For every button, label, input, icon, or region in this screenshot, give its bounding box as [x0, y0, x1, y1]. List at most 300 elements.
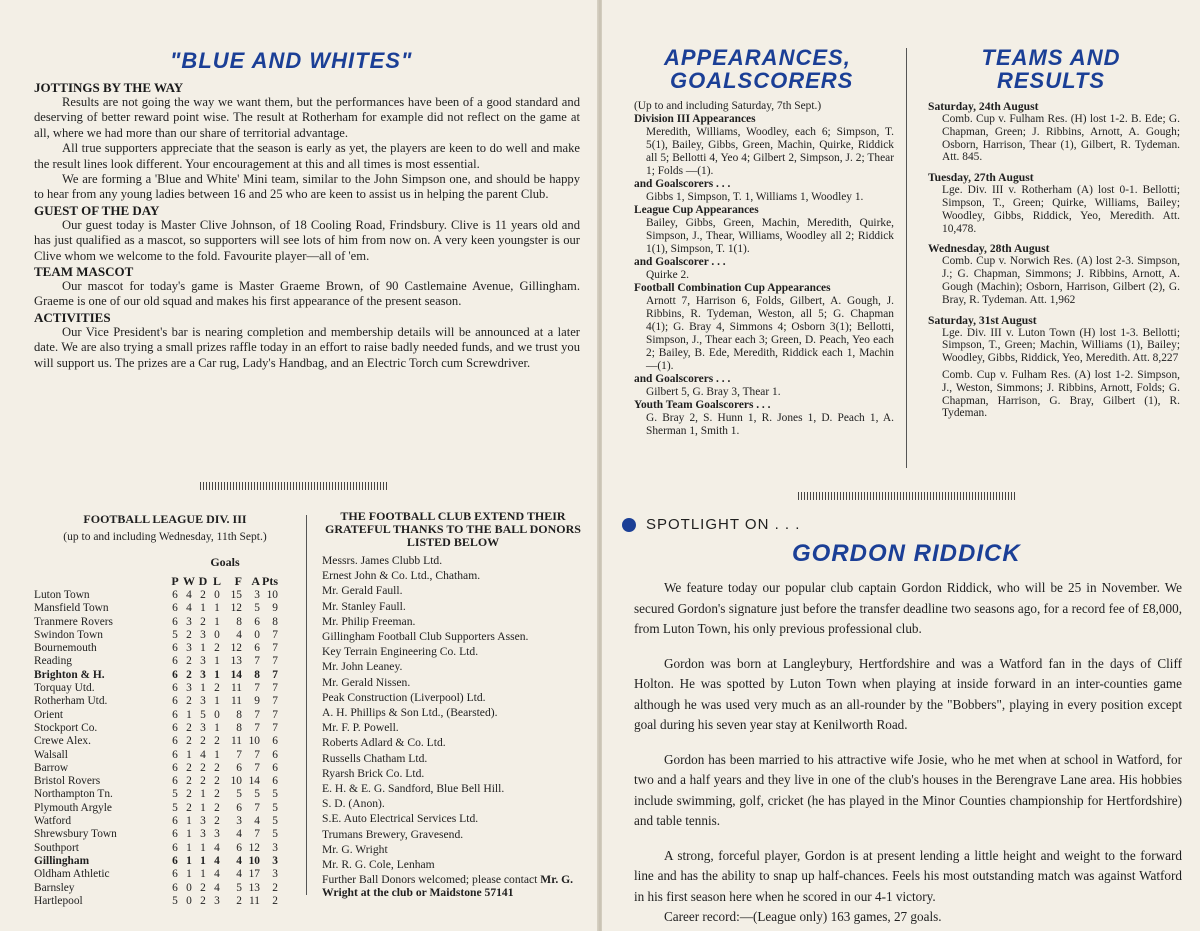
table-cell: 1 — [214, 602, 220, 615]
table-row — [34, 669, 296, 682]
table-cell: 6 — [172, 735, 178, 748]
table-cell: 14 — [230, 668, 242, 681]
table-cell: 6 — [272, 748, 278, 761]
result-text: Lge. Div. III v. Rotherham (A) lost 0-1. Bellotti; Simpson, T., Green; Quirke, Williams, Bailey; Woodley, Gibbs, Riddick, Yeo, Meredith. Att. 10,478. — [942, 184, 1180, 235]
table-cell: 13 — [230, 655, 242, 668]
team-name: Bristol Rovers — [34, 775, 101, 788]
table-row — [34, 695, 296, 708]
col-header: A — [251, 574, 260, 588]
col-header: Pts — [262, 574, 278, 588]
team-name: Southport — [34, 841, 79, 854]
table-cell: 1 — [200, 854, 206, 867]
table-cell: 2 — [214, 788, 220, 801]
team-name: Bournemouth — [34, 642, 97, 655]
table-row — [34, 682, 296, 695]
table-cell: 2 — [200, 775, 206, 788]
team-name: Barnsley — [34, 881, 75, 894]
table-row — [34, 629, 296, 642]
donor-item: S.E. Auto Electrical Services Ltd. — [322, 812, 479, 826]
table-cell: 7 — [254, 801, 260, 814]
table-cell: 4 — [200, 748, 206, 761]
donor-item: Russells Chatham Ltd. — [322, 751, 428, 765]
table-cell: 17 — [248, 868, 260, 881]
table-cell: 6 — [172, 761, 178, 774]
section-heading: GUEST OF THE DAY — [34, 202, 160, 218]
donor-item: Trumans Brewery, Gravesend. — [322, 827, 464, 841]
table-cell: 7 — [272, 682, 278, 695]
team-name: Gillingham — [34, 854, 90, 867]
table-row — [34, 882, 296, 895]
appearances-title — [664, 46, 853, 92]
table-cell: 6 — [172, 828, 178, 841]
result-date: Saturday, 24th August — [928, 100, 1039, 113]
spotlight-player-name: GORDON RIDDICK — [792, 540, 1021, 567]
appearances-text: G. Bray 2, S. Hunn 1, R. Jones 1, D. Peach 1, A. Sherman 1, Smith 1. — [646, 412, 894, 437]
table-row — [34, 642, 296, 655]
table-cell: 2 — [200, 881, 206, 894]
table-cell: 2 — [236, 894, 242, 907]
table-cell: 6 — [172, 655, 178, 668]
table-cell: 4 — [214, 881, 220, 894]
table-cell: 2 — [200, 589, 206, 601]
table-cell: 7 — [272, 642, 278, 655]
table-cell: 3 — [236, 815, 242, 828]
table-cell: 2 — [186, 775, 192, 788]
table-cell: 3 — [200, 628, 206, 641]
table-cell: 2 — [186, 801, 192, 814]
donor-item: Peak Construction (Liverpool) Ltd. — [322, 690, 486, 704]
table-cell: 2 — [186, 628, 192, 641]
donors-footer-contact: Mr. G. Wright at the club or Maidstone 57141 — [322, 873, 574, 900]
paragraph: We are forming a 'Blue and White' Mini team, similar to the John Simpson one, and should be happy to hear from any young ladies between 16 and 25 who are keen to assist us in helping the parent Club. — [34, 172, 580, 202]
table-cell: 4 — [214, 868, 220, 881]
table-cell: 4 — [236, 868, 242, 881]
table-cell: 14 — [248, 775, 260, 788]
table-cell: 5 — [272, 828, 278, 841]
table-cell: 6 — [172, 602, 178, 615]
team-name: Stockport Co. — [34, 721, 98, 734]
table-cell: 11 — [231, 682, 242, 695]
ball-donors — [322, 510, 584, 899]
table-cell: 2 — [200, 761, 206, 774]
table-cell: 13 — [248, 881, 260, 894]
table-cell: 6 — [272, 735, 278, 748]
appearances-title-line: APPEARANCES, — [664, 45, 851, 70]
table-cell: 11 — [231, 735, 242, 748]
table-cell: 2 — [214, 775, 220, 788]
left-page — [0, 0, 598, 931]
table-cell: 1 — [186, 868, 192, 881]
table-cell: 3 — [200, 695, 206, 708]
table-cell: 6 — [172, 881, 178, 894]
table-cell: 10 — [266, 589, 278, 601]
table-cell: 8 — [254, 668, 260, 681]
paragraph: Our Vice President's bar is nearing completion and membership details will be announced at a later date. We are also trying a small prizes raffle today in an effort to raise badly needed funds, and we trust you will support us. The prizes are a Car rug, Lady's Handbag, and an Electric Torch cum Screwdriver. — [34, 324, 580, 370]
table-cell: 6 — [172, 642, 178, 655]
donor-item: Ernest John & Co. Ltd., Chatham. — [322, 569, 481, 583]
table-cell: 5 — [172, 801, 178, 814]
table-cell: 1 — [186, 815, 192, 828]
table-cell: 6 — [172, 868, 178, 881]
table-cell: 12 — [248, 841, 260, 854]
team-name: Orient — [34, 708, 64, 721]
team-name: Shrewsbury Town — [34, 828, 117, 841]
donor-item: Mr. Stanley Faull. — [322, 599, 406, 613]
table-cell: 8 — [236, 615, 242, 628]
donors-heading: THE FOOTBALL CLUB EXTEND THEIR GRATEFUL THANKS TO THE BALL DONORS LISTED BELOW — [325, 509, 581, 549]
table-cell: 11 — [231, 695, 242, 708]
table-cell: 2 — [186, 655, 192, 668]
table-cell: 0 — [186, 894, 192, 907]
table-row — [34, 855, 296, 868]
paragraph: A strong, forceful player, Gordon is at present lending a little height and weight to the forward line and has the ability to snap up half-chances. Feels his most outstanding match was against Watford in his first season here when he scored in our 4-1 victory. — [634, 847, 1182, 904]
appearances-title-line: GOALSCORERS — [670, 68, 854, 93]
table-cell: 5 — [236, 881, 242, 894]
table-cell: 4 — [214, 841, 220, 854]
donor-item: Gillingham Football Club Supporters Assen. — [322, 630, 529, 644]
donors-list — [322, 553, 584, 872]
table-cell: 2 — [186, 761, 192, 774]
table-cell: 1 — [214, 695, 220, 708]
table-cell: 4 — [186, 589, 192, 601]
table-cell: 2 — [186, 788, 192, 801]
team-name: Mansfield Town — [34, 602, 109, 615]
appearances-text: Gibbs 1, Simpson, T. 1, Williams 1, Woodley 1. — [646, 191, 864, 203]
team-name: Northampton Tn. — [34, 788, 113, 801]
table-cell: 1 — [186, 748, 192, 761]
league-table-subtitle: (up to and including Wednesday, 11th Sept.) — [63, 531, 267, 543]
paragraph: Our mascot for today's game is Master Graeme Brown, of 90 Castlemaine Avenue, Gillingham. Graeme is one of our old squad and makes his first appearance of the present season. — [34, 279, 580, 309]
table-cell: 2 — [186, 695, 192, 708]
table-cell: 7 — [272, 628, 278, 641]
table-row — [34, 868, 296, 881]
table-row — [34, 775, 296, 788]
table-cell: 3 — [200, 668, 206, 681]
table-cell: 12 — [230, 602, 242, 615]
table-cell: 4 — [236, 828, 242, 841]
paragraph: Results are not going the way we want them, but the performances have been of a good standard and deserving of better reward point wise. The result at Rotherham for example did not reflect on the game at all, where we had more than our share of territorial advantage. — [34, 95, 580, 140]
table-cell: 5 — [200, 708, 206, 721]
team-name: Watford — [34, 815, 72, 828]
table-cell: 2 — [200, 894, 206, 907]
table-cell: 6 — [254, 615, 260, 628]
table-cell: 3 — [272, 854, 278, 867]
appearances-heading: and Goalscorer . . . — [634, 256, 726, 268]
table-cell: 4 — [236, 628, 242, 641]
table-cell: 7 — [254, 748, 260, 761]
table-cell: 1 — [200, 801, 206, 814]
table-cell: 4 — [214, 854, 220, 867]
appearances-heading: Division III Appearances — [634, 113, 756, 125]
table-cell: 6 — [254, 642, 260, 655]
table-row — [34, 616, 296, 629]
table-cell: 6 — [172, 668, 178, 681]
team-name: Swindon Town — [34, 628, 103, 641]
table-cell: 0 — [214, 708, 220, 721]
table-row — [34, 762, 296, 775]
league-table-header — [34, 574, 296, 589]
table-row — [34, 709, 296, 722]
table-cell: 5 — [172, 894, 178, 907]
table-cell: 6 — [236, 801, 242, 814]
table-cell: 1 — [214, 748, 220, 761]
table-cell: 3 — [186, 615, 192, 628]
appearances-blocks — [634, 113, 894, 438]
table-cell: 6 — [172, 708, 178, 721]
table-row — [34, 788, 296, 801]
table-row — [34, 815, 296, 828]
section-heading: TEAM MASCOT — [34, 264, 134, 280]
spotlight-body — [634, 578, 1182, 931]
column-rule — [306, 515, 307, 895]
table-cell: 2 — [272, 894, 278, 907]
paragraph: All true supporters appreciate that the season is early as yet, the players are keen to do well and make the result lines look different. Your encouragement at this and all times is most essential. — [34, 141, 580, 171]
table-cell: 0 — [254, 628, 260, 641]
table-cell: 10 — [230, 775, 242, 788]
table-cell: 7 — [272, 708, 278, 721]
col-header: L — [212, 574, 221, 588]
team-name: Tranmere Rovers — [34, 615, 113, 628]
table-cell: 2 — [214, 815, 220, 828]
table-cell: 3 — [214, 894, 220, 907]
table-cell: 6 — [172, 775, 178, 788]
table-cell: 2 — [186, 668, 192, 681]
table-cell: 6 — [236, 761, 242, 774]
table-cell: 2 — [200, 615, 206, 628]
appearances-text: Gilbert 5, G. Bray 3, Thear 1. — [646, 386, 781, 398]
league-table-title: FOOTBALL LEAGUE DIV. III — [83, 512, 247, 526]
paragraph: Our guest today is Master Clive Johnson, of 18 Cooling Road, Frindsbury. Clive is 11 years old and has just qualified as a mascot, so supporters will see lots of him from now on. A very keen youngster is our Clive whom we welcome to the fold. Favourite player—all of 'em. — [34, 217, 580, 263]
table-cell: 4 — [236, 854, 242, 867]
table-cell: 3 — [200, 721, 206, 734]
table-cell: 7 — [272, 655, 278, 668]
table-cell: 4 — [254, 815, 260, 828]
donor-item: Mr. Philip Freeman. — [322, 614, 416, 628]
table-cell: 8 — [236, 721, 242, 734]
table-cell: 5 — [272, 801, 278, 814]
jottings-column — [34, 80, 580, 371]
table-cell: 9 — [272, 602, 278, 615]
donor-item: Mr. Gerald Faull. — [322, 584, 403, 598]
table-cell: 10 — [248, 854, 260, 867]
table-row — [34, 722, 296, 735]
table-cell: 2 — [214, 801, 220, 814]
table-cell: 0 — [214, 589, 220, 601]
table-cell: 6 — [172, 695, 178, 708]
table-row — [34, 802, 296, 815]
table-cell: 3 — [186, 682, 192, 695]
table-cell: 1 — [200, 788, 206, 801]
table-cell: 6 — [172, 682, 178, 695]
table-row — [34, 655, 296, 668]
table-cell: 7 — [254, 828, 260, 841]
table-cell: 1 — [200, 642, 206, 655]
table-row — [34, 828, 296, 841]
table-row — [34, 589, 296, 602]
table-cell: 5 — [236, 788, 242, 801]
appearances-text: Meredith, Williams, Woodley, each 6; Simpson, T. 5(1), Bailey, Gibbs, Green, Machin, Quirke, Riddick all 5; Bellotti 4, Yeo 4; Gilbert 2, Simpson, J. 2; Thear 1; Folds —(1). — [646, 126, 894, 177]
table-cell: 3 — [254, 589, 260, 601]
section-heading: ACTIVITIES — [34, 309, 111, 325]
teams-title-line: RESULTS — [996, 68, 1106, 93]
table-cell: 6 — [272, 761, 278, 774]
appearances-heading: and Goalscorers . . . — [634, 373, 731, 385]
table-cell: 5 — [272, 788, 278, 801]
donors-footer — [322, 873, 584, 899]
team-name: Walsall — [34, 748, 68, 761]
table-cell: 5 — [254, 788, 260, 801]
donor-item: Messrs. James Clubb Ltd. — [322, 554, 443, 567]
appearances-heading: Football Combination Cup Appearances — [634, 282, 831, 294]
table-cell: 1 — [186, 708, 192, 721]
table-row — [34, 602, 296, 615]
paragraph: Gordon was born at Langleybury, Hertfordshire and was a Watford fan in the days of Cliff Holton. He was spotted by Luton Town when playing at inside forward in an inter-counties game although he was used very much as an all-rounder by the "Bobbers", playing in every position except goal during his seven year stay at Kenilworth Road. — [634, 655, 1182, 732]
donor-item: S. D. (Anon). — [322, 797, 385, 811]
table-cell: 2 — [214, 735, 220, 748]
table-cell: 7 — [272, 695, 278, 708]
result-text: Comb. Cup v. Fulham Res. (H) lost 1-2. B. Ede; G. Chapman, Green; J. Ribbins, Arnott, A. Gough; Osborn, Harrison, Thear (1), Gilbert, R. Tydeman. Att. 845. — [942, 113, 1180, 164]
teams-results-title — [976, 46, 1126, 92]
table-cell: 2 — [272, 881, 278, 894]
table-cell: 1 — [214, 668, 220, 681]
table-row — [34, 735, 296, 748]
ornamental-divider — [200, 482, 388, 490]
result-date: Saturday, 31st August — [928, 313, 1037, 327]
appearances-text: Quirke 2. — [646, 269, 690, 281]
table-cell: 6 — [172, 615, 178, 628]
table-cell: 6 — [172, 589, 178, 601]
table-cell: 1 — [186, 828, 192, 841]
table-cell: 1 — [186, 841, 192, 854]
table-cell: 6 — [172, 854, 178, 867]
table-cell: 7 — [254, 655, 260, 668]
table-cell: 2 — [214, 642, 220, 655]
table-cell: 3 — [200, 655, 206, 668]
table-cell: 5 — [254, 602, 260, 615]
team-name: Brighton & H. — [34, 668, 105, 681]
col-header: W — [183, 574, 195, 588]
table-cell: 2 — [200, 735, 206, 748]
paragraph: Gordon has been married to his attractive wife Josie, who he met when at school in Watford, for two and a half years and they live in one of the club's houses in the Berengrave Lane area. His hobbies include swimming, golf, cricket (he has played in the Minor Counties championship for Hertfordshire) and table tennis. — [634, 751, 1182, 828]
team-name: Luton Town — [34, 589, 90, 601]
result-date: Tuesday, 27th August — [928, 171, 1034, 185]
appearances-intro: (Up to and including Saturday, 7th Sept.) — [634, 100, 822, 112]
team-name: Crewe Alex. — [34, 735, 91, 748]
table-cell: 5 — [172, 788, 178, 801]
table-cell: 7 — [254, 721, 260, 734]
donor-item: Roberts Adlard & Co. Ltd. — [322, 736, 446, 750]
table-cell: 7 — [254, 708, 260, 721]
table-cell: 1 — [186, 854, 192, 867]
right-page — [602, 0, 1200, 931]
appearances-heading: Youth Team Goalscorers . . . — [634, 399, 771, 411]
table-cell: 6 — [172, 721, 178, 734]
table-cell: 1 — [214, 655, 220, 668]
paragraph: We feature today our popular club captain Gordon Riddick, who will be 25 in November. We secured Gordon's signature just before the transfer deadline two seasons ago, for a record fee of £8,000, from Luton Town, his only previous professional club. — [634, 580, 1182, 636]
table-cell: 2 — [214, 682, 220, 695]
table-cell: 7 — [236, 748, 242, 761]
table-row — [34, 895, 296, 908]
table-cell: 3 — [272, 841, 278, 854]
donors-footer-text: Further Ball Donors welcomed; please contact — [322, 873, 538, 887]
team-name: Rotherham Utd. — [34, 695, 108, 708]
spotlight-label-text: SPOTLIGHT ON . . . — [646, 516, 801, 533]
table-cell: 1 — [200, 682, 206, 695]
table-cell: 3 — [200, 815, 206, 828]
table-cell: 2 — [186, 721, 192, 734]
donor-item: E. H. & E. G. Sandford, Blue Bell Hill. — [322, 782, 505, 796]
table-cell: 3 — [186, 642, 192, 655]
teams-title-line: TEAMS AND — [981, 45, 1121, 70]
result-text: Comb. Cup v. Fulham Res. (A) lost 1-2. Simpson, J., Weston, Simmons; J. Ribbins, Arnott, Folds; G. Chapman, Harrison, G. Bray, Gilbert (1), R. Tydeman. — [942, 368, 1180, 420]
col-header: F — [234, 574, 242, 588]
spotlight-label — [622, 516, 800, 533]
col-header: D — [198, 574, 208, 588]
donor-item: Ryarsh Brick Co. Ltd. — [322, 766, 425, 780]
table-cell: 5 — [172, 628, 178, 641]
blue-and-whites-title: "BLUE AND WHITES" — [170, 48, 413, 73]
table-cell: 7 — [254, 761, 260, 774]
table-cell: 0 — [186, 881, 192, 894]
table-row — [34, 842, 296, 855]
appearances-text: Arnott 7, Harrison 6, Folds, Gilbert, A. Gough, J. Ribbins, R. Tydeman, Weston, all 5; G. Chapman 4(1); G. Bray 4, Simmons 4; Osborn 3(1); Bellotti, Simpson, J., Thear each 3; Green, D. Peach, Yeo each 2; Bailey, B. Ede, Meredith, Riddick each 1, Machin —(1). — [646, 295, 894, 372]
donor-item: Mr. F. P. Powell. — [322, 721, 399, 735]
table-row — [34, 749, 296, 762]
donor-item: Mr. G. Wright — [322, 842, 388, 856]
table-cell: 6 — [236, 841, 242, 854]
team-name: Reading — [34, 655, 72, 668]
table-cell: 5 — [272, 815, 278, 828]
donor-item: A. H. Phillips & Son Ltd., (Bearsted). — [322, 706, 498, 720]
appearances-heading: League Cup Appearances — [634, 204, 759, 216]
table-cell: 12 — [230, 642, 242, 655]
league-table — [34, 512, 296, 908]
table-cell: 15 — [230, 589, 242, 601]
career-record: Career record:—(League only) 163 games, 27 goals. — [664, 909, 942, 924]
table-cell: 6 — [272, 775, 278, 788]
result-text: Lge. Div. III v. Luton Town (H) lost 1-3. Bellotti; Simpson, T., Green; Machin, Williams (1), Bailey; Woodley, Gibbs, Riddick, Yeo, Meredith. Att. 8,227 — [942, 326, 1180, 365]
league-rows — [34, 589, 296, 908]
goals-label: Goals — [210, 555, 240, 569]
table-cell: 2 — [214, 761, 220, 774]
table-cell: 0 — [214, 628, 220, 641]
table-cell: 1 — [214, 615, 220, 628]
table-cell: 10 — [248, 735, 260, 748]
team-name: Hartlepool — [34, 894, 83, 907]
team-name: Oldham Athletic — [34, 868, 110, 881]
table-cell: 6 — [172, 748, 178, 761]
ornamental-divider — [798, 492, 1016, 500]
table-cell: 8 — [272, 615, 278, 628]
table-cell: 7 — [254, 682, 260, 695]
donor-item: Mr. Gerald Nissen. — [322, 675, 411, 689]
table-cell: 1 — [200, 602, 206, 615]
table-cell: 7 — [272, 721, 278, 734]
table-cell: 1 — [200, 841, 206, 854]
section-heading: JOTTINGS BY THE WAY — [34, 80, 184, 95]
table-cell: 1 — [200, 868, 206, 881]
bullet-dot-icon — [622, 518, 636, 532]
table-cell: 4 — [186, 602, 192, 615]
team-name: Torquay Utd. — [34, 682, 95, 695]
table-cell: 6 — [172, 841, 178, 854]
table-cell: 8 — [236, 708, 242, 721]
appearances-text: Bailey, Gibbs, Green, Machin, Meredith, Quirke, Simpson, J., Thear, Williams, Woodley all 2; Riddick 1(1), Simpson, T. 1(1). — [646, 217, 894, 255]
table-cell: 1 — [214, 721, 220, 734]
table-cell: 11 — [249, 894, 260, 907]
donor-item: Mr. R. G. Cole, Lenham — [322, 858, 435, 872]
donor-item: Mr. John Leaney. — [322, 660, 403, 674]
